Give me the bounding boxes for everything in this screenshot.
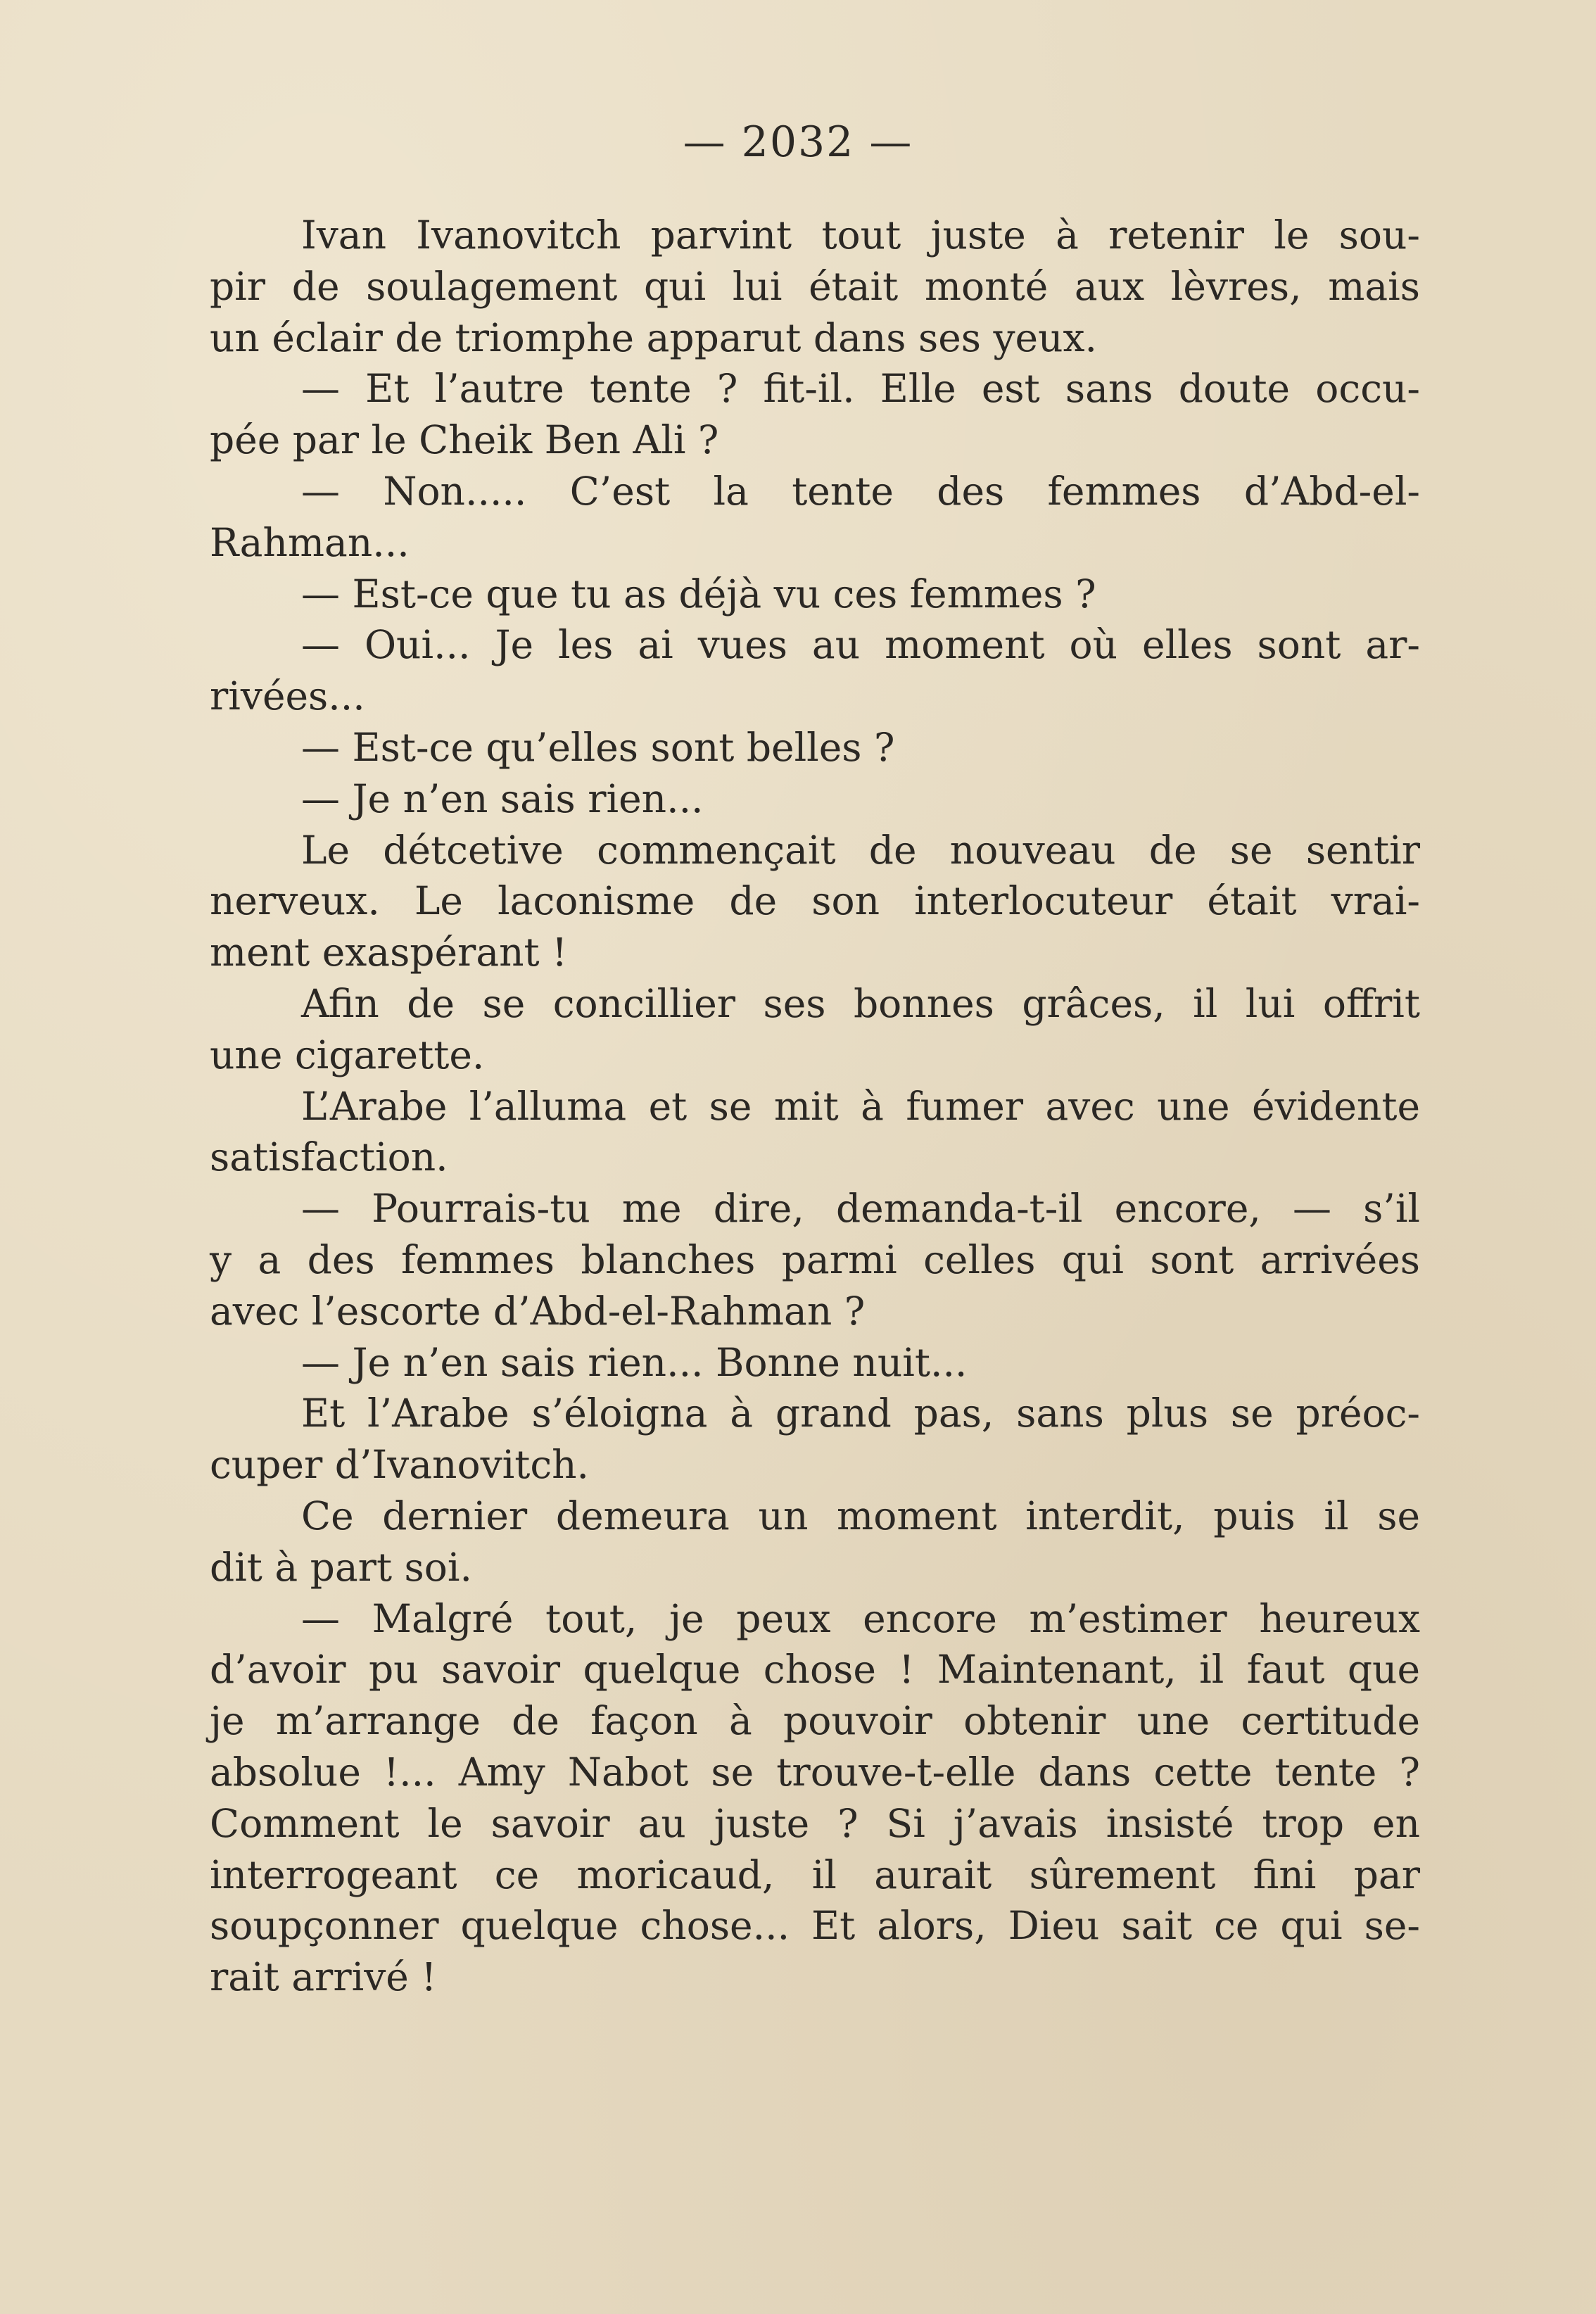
text-line: Et l’Arabe s’éloigna à grand pas, sans plus se préoc- [301, 1391, 1420, 1436]
text-line: soupçonner quelque chose... Et alors, Dieu sait ce qui se- [210, 1903, 1420, 1949]
text-line: — Et l’autre tente ? fit-il. Elle est sans doute occu- [301, 366, 1420, 412]
text-line: pir de soulagement qui lui était monté aux lèvres, mais [210, 263, 1420, 309]
text-line: — Oui... Je les ai vues au moment où elles sont ar- [301, 622, 1420, 668]
text-line: Ivan Ivanovitch parvint tout juste à retenir le sou- [301, 213, 1420, 258]
text-line: L’Arabe l’alluma et se mit à fumer avec une évidente [301, 1083, 1420, 1129]
text-line: cuper d’Ivanovitch. [210, 1442, 590, 1488]
text-line: avec l’escorte d’Abd-el-Rahman ? [210, 1288, 866, 1334]
text-line: absolue !... Amy Nabot se trouve-t-elle dans cette tente ? [210, 1749, 1420, 1795]
text-line: rait arrivé ! [210, 1954, 437, 2000]
text-line: nerveux. Le laconisme de son interlocuteur était vrai- [210, 878, 1420, 924]
text-line: je m’arrange de façon à pouvoir obtenir une certitude [210, 1698, 1420, 1744]
text-line: Comment le savoir au juste ? Si j’avais insisté trop en [210, 1800, 1420, 1846]
text-line: Afin de se concillier ses bonnes grâces, il lui offrit [301, 980, 1420, 1026]
text-line: — Est-ce que tu as déjà vu ces femmes ? [301, 571, 1096, 617]
body-text [210, 210, 1420, 2003]
text-line: — Malgré tout, je peux encore m’estimer heureux [301, 1595, 1420, 1641]
text-line: — Est-ce qu’elles sont belles ? [301, 724, 895, 770]
text-line: — Non..... C’est la tente des femmes d’Abd-el- [301, 468, 1420, 514]
text-line: interrogeant ce moricaud, il aurait sûrement fini par [210, 1852, 1420, 1897]
text-line: une cigarette. [210, 1032, 485, 1077]
page-number: — 2032 — [683, 118, 913, 167]
text-line: pée par le Cheik Ben Ali ? [210, 417, 719, 463]
text-line: ment exaspérant ! [210, 930, 568, 975]
text-line: — Je n’en sais rien... [301, 776, 704, 821]
text-line: satisfaction. [210, 1134, 448, 1180]
text-line: Rahman... [210, 519, 410, 565]
text-line: Ce dernier demeura un moment interdit, puis il se [301, 1493, 1420, 1538]
text-line: Le détcetive commençait de nouveau de se sentir [301, 827, 1420, 873]
text-line: rivées... [210, 674, 365, 719]
text-line: — Je n’en sais rien... Bonne nuit... [301, 1339, 968, 1385]
text-line: y a des femmes blanches parmi celles qui sont arrivées [210, 1237, 1420, 1282]
text-line: d’avoir pu savoir quelque chose ! Maintenant, il faut que [210, 1647, 1420, 1693]
text-line: — Pourrais-tu me dire, demanda-t-il encore, — s’il [301, 1186, 1420, 1232]
text-line: dit à part soi. [210, 1544, 472, 1590]
text-line: un éclair de triomphe apparut dans ses yeux. [210, 315, 1098, 360]
